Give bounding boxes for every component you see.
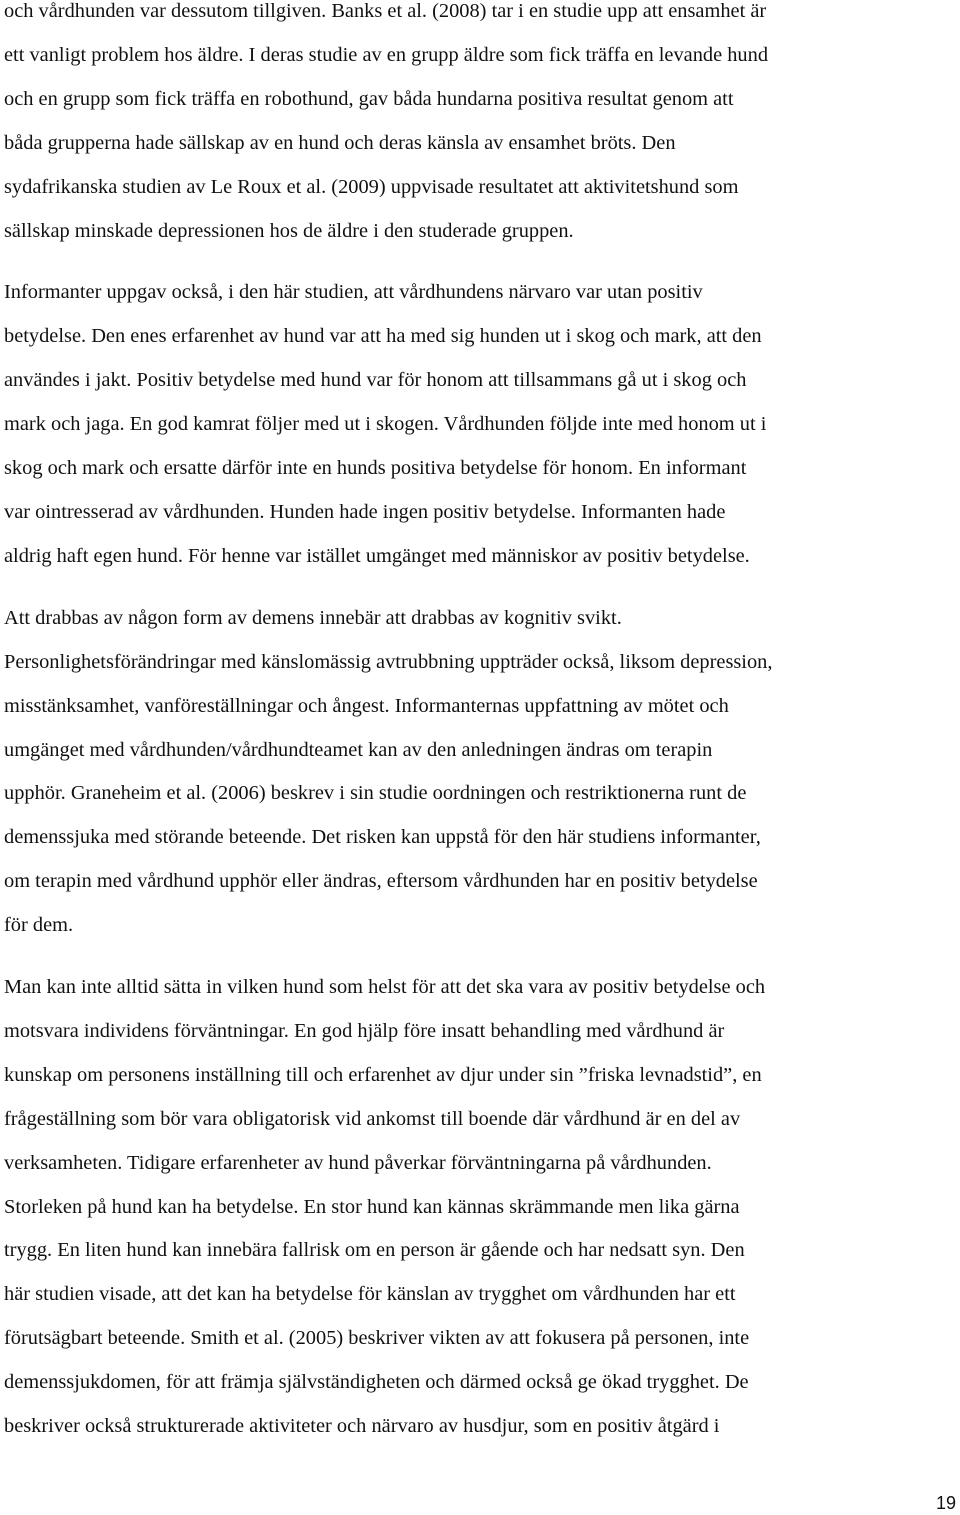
text-line: och en grupp som fick träffa en robothund, gav båda hundarna positiva resultat genom att <box>4 87 734 110</box>
text-line: demenssjukdomen, för att främja självständigheten och därmed också ge ökad trygghet. De <box>4 1371 749 1394</box>
paragraph <box>4 271 960 578</box>
text-line: verksamheten. Tidigare erfarenheter av hund påverkar förväntningarna på vårdhunden. <box>4 1151 712 1174</box>
text-line: sydafrikanska studien av Le Roux et al. (2009) uppvisade resultatet att aktivitetshund som <box>4 175 739 198</box>
text-line: och vårdhunden var dessutom tillgiven. Banks et al. (2008) tar i en studie upp att ensamhet är <box>4 0 767 22</box>
text-line: sällskap minskade depressionen hos de äldre i den studerade gruppen. <box>4 219 574 242</box>
text-line: för dem. <box>4 914 74 937</box>
paragraph <box>4 966 960 1449</box>
text-line: Personlighetsförändringar med känslomässig avtrubbning uppträder också, liksom depression, <box>4 650 773 673</box>
text-line: aldrig haft egen hund. För henne var istället umgänget med människor av positiv betydelse. <box>4 544 750 567</box>
text-line: Man kan inte alltid sätta in vilken hund som helst för att det ska vara av positiv betydelse och <box>4 976 766 999</box>
text-line: frågeställning som bör vara obligatorisk vid ankomst till boende där vårdhund är en del av <box>4 1107 741 1130</box>
text-line: umgänget med vårdhunden/vårdhundteamet kan av den anledningen ändras om terapin <box>4 738 713 761</box>
text-line: mark och jaga. En god kamrat följer med ut i skogen. Vårdhunden följde inte med honom ut i <box>4 413 767 436</box>
text-line: trygg. En liten hund kan innebära fallrisk om en person är gående och har nedsatt syn. Den <box>4 1239 745 1262</box>
text-line: användes i jakt. Positiv betydelse med hund var för honom att tillsammans gå ut i skog och <box>4 369 747 392</box>
body-text <box>4 0 960 1449</box>
text-line: Att drabbas av någon form av demens innebär att drabbas av kognitiv svikt. <box>4 606 622 629</box>
text-line: här studien visade, att det kan ha betydelse för känslan av trygghet om vårdhunden har ett <box>4 1283 736 1306</box>
text-line: skog och mark och ersatte därför inte en hunds positiva betydelse för honom. En informant <box>4 457 747 480</box>
paragraph <box>4 0 960 253</box>
text-line: motsvara individens förväntningar. En god hjälp före insatt behandling med vårdhund är <box>4 1019 725 1042</box>
paragraph <box>4 597 960 948</box>
text-line: Storleken på hund kan ha betydelse. En stor hund kan kännas skrämmande men lika gärna <box>4 1195 740 1218</box>
text-line: misstänksamhet, vanföreställningar och ångest. Informanternas uppfattning av mötet och <box>4 694 729 717</box>
text-line: upphör. Graneheim et al. (2006) beskrev i sin studie oordningen och restriktionerna runt de <box>4 782 747 805</box>
text-line: förutsägbart beteende. Smith et al. (2005) beskriver vikten av att fokusera på personen, inte <box>4 1327 750 1350</box>
text-line: var ointresserad av vårdhunden. Hunden hade ingen positiv betydelse. Informanten hade <box>4 500 726 523</box>
text-line: kunskap om personens inställning till och erfarenhet av djur under sin ”friska levnadstid”, en <box>4 1063 762 1086</box>
text-line: om terapin med vårdhund upphör eller ändras, eftersom vårdhunden har en positiv betydelse <box>4 870 758 893</box>
text-line: ett vanligt problem hos äldre. I deras studie av en grupp äldre som fick träffa en levande hund <box>4 43 769 66</box>
text-line: betydelse. Den enes erfarenhet av hund var att ha med sig hunden ut i skog och mark, att den <box>4 325 762 348</box>
page-number: 19 <box>935 1493 956 1513</box>
text-line: demenssjuka med störande beteende. Det risken kan uppstå för den här studiens informanter, <box>4 826 761 849</box>
text-line: Informanter uppgav också, i den här studien, att vårdhundens närvaro var utan positiv <box>4 281 703 304</box>
text-line: båda grupperna hade sällskap av en hund och deras känsla av ensamhet bröts. Den <box>4 131 676 154</box>
text-line: beskriver också strukturerade aktiviteter och närvaro av husdjur, som en positiv åtgärd i <box>4 1415 720 1438</box>
